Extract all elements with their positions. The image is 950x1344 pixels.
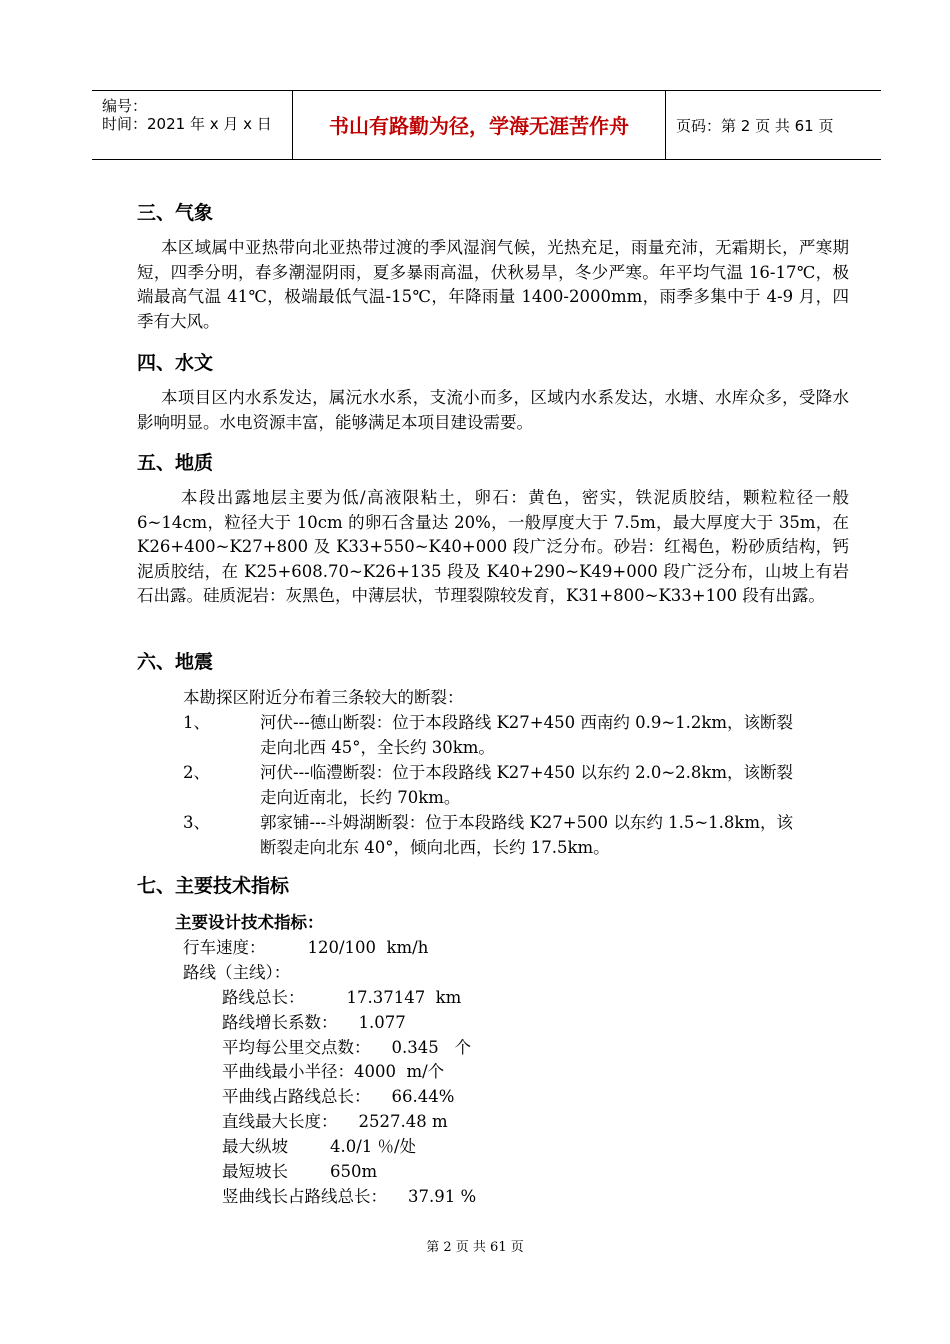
page-header bbox=[92, 90, 881, 160]
weather-paragraph: 本区域属中亚热带向北亚热带过渡的季风湿润气候，光热充足，雨量充沛，无霜期长，严寒期短，四季分明，春多潮湿阴雨，夏多暴雨高温，伏秋易旱，冬少严寒。年平均气温 16-17℃，极端最高气温 41℃，极端最低气温-15℃，年降雨量 1400-2000mm，雨季多集中于 4-9 月，四季有大风。 bbox=[137, 238, 849, 331]
page-footer: 第 2 页 共 61 页 bbox=[426, 1240, 524, 1255]
section-title-geology: 五、地质 bbox=[137, 452, 214, 474]
earthquake-intro: 本勘探区附近分布着三条较大的断裂： bbox=[183, 688, 464, 707]
fault-item-line: 郭家铺---斗姆湖断裂：位于本段路线 K27+500 以东约 1.5~1.8km，该 bbox=[260, 813, 794, 832]
fault-item-line: 走向北西 45°，全长约 30km。 bbox=[260, 738, 495, 757]
fault-item-line: 河伏---临澧断裂：位于本段路线 K27+450 以东约 2.0~2.8km，该断裂 bbox=[260, 763, 794, 782]
number-label: 编号： bbox=[102, 97, 148, 115]
fault-item-number: 1、 bbox=[183, 713, 210, 732]
spec-line: 路线总长： 17.37147 km bbox=[222, 988, 462, 1007]
header-page-label: 页码：第 2 页 共 61 页 bbox=[676, 117, 834, 135]
header-motto: 书山有路勤为径，学海无涯苦作舟 bbox=[293, 91, 666, 159]
section-title-tech-indicators: 七、主要技术指标 bbox=[137, 875, 290, 897]
section-title-hydrology: 四、水文 bbox=[137, 352, 214, 374]
section-title-weather: 三、气象 bbox=[137, 202, 214, 224]
fault-item-line: 断裂走向北东 40°，倾向北西，长约 17.5km。 bbox=[260, 838, 610, 857]
spec-line: 竖曲线长占路线总长： 37.91 % bbox=[222, 1187, 477, 1206]
hydrology-paragraph: 本项目区内水系发达，属沅水水系，支流小而多，区域内水系发达，水塘、水库众多，受降水影响明显。水电资源丰富，能够满足本项目建设需要。 bbox=[137, 388, 849, 432]
spec-line: 平曲线占路线总长： 66.44% bbox=[222, 1087, 455, 1106]
header-meta-cell bbox=[92, 91, 293, 159]
fault-item-line: 河伏---德山断裂：位于本段路线 K27+450 西南约 0.9~1.2km，该断裂 bbox=[260, 713, 794, 732]
spec-line: 直线最大长度： 2527.48 m bbox=[222, 1112, 448, 1131]
fault-item-number: 2、 bbox=[183, 763, 210, 782]
route-mainline-label: 路线（主线）： bbox=[183, 963, 291, 982]
design-indicators-subtitle: 主要设计技术指标： bbox=[175, 913, 324, 932]
spec-line: 最大纵坡 4.0/1 ％/处 bbox=[222, 1137, 417, 1156]
section-title-earthquake: 六、地震 bbox=[137, 651, 214, 673]
time-label: 时间：2021 年 x 月 x 日 bbox=[102, 115, 272, 133]
geology-paragraph: 本段出露地层主要为低/高液限粘土，卵石：黄色，密实，铁泥质胶结，颗粒粒径一般 6~14cm，粒径大于 10cm 的卵石含量达 20%，一般厚度大于 7.5m，最大厚度大于 35m，在 K26+400~K27+800 及 K33+550~K40+000 段广泛分布。砂岩：红褐色，粉砂质结构，钙泥质胶结，在 K25+608.70~K26+135 段及 K40+290~K49+000 段广泛分布，山坡上有岩石出露。硅质泥岩：灰黑色，中薄层状，节理裂隙较发育，K31+800~K33+100 段有出露。 bbox=[137, 488, 849, 605]
spec-line: 平均每公里交点数： 0.345 个 bbox=[222, 1038, 471, 1057]
spec-line: 最短坡长 650m bbox=[222, 1162, 378, 1181]
spec-line: 平曲线最小半径：4000 m/个 bbox=[222, 1062, 445, 1081]
design-speed: 行车速度： 120/100 km/h bbox=[183, 938, 429, 957]
spec-line: 路线增长系数： 1.077 bbox=[222, 1013, 406, 1032]
fault-item-number: 3、 bbox=[183, 813, 210, 832]
fault-item-line: 走向近南北，长约 70km。 bbox=[260, 788, 461, 807]
